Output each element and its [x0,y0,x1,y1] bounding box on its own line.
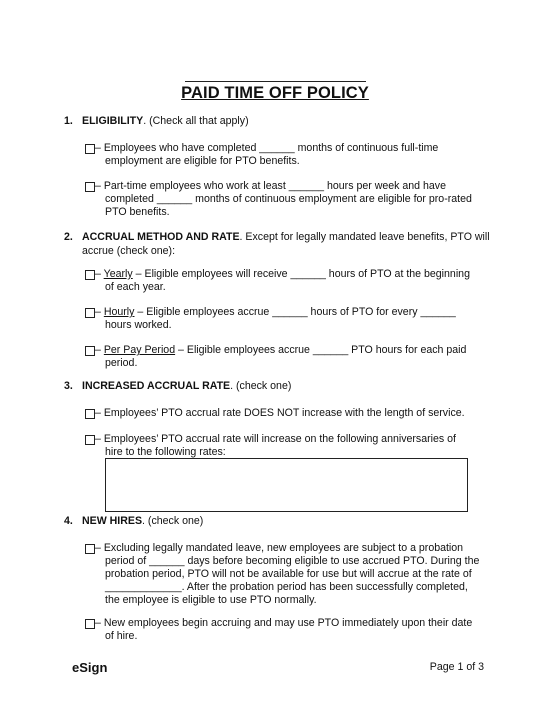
option-text-cont: completed ______ months of continuous employment are eligible for pro-rated PTO benefits. [105,193,472,218]
section-number: 2. [64,231,73,243]
checkbox[interactable] [85,346,95,356]
section-number: 1. [64,115,73,127]
option-text-cont: of each year. [105,281,166,293]
section-new-hires [64,515,494,529]
section-heading: ELIGIBILITY [82,115,144,127]
section-eligibility [64,115,494,129]
option-text-cont: of hire. [105,630,138,642]
section-number: 4. [64,515,73,527]
checkbox[interactable] [85,144,95,154]
checkbox[interactable] [85,544,95,554]
document-title: PAID TIME OFF POLICY [181,84,369,102]
option-label: Yearly [103,268,133,280]
option-new-hire-immediate: – New employees begin accruing and may use PTO immediately upon their date of hire. [85,617,490,643]
option-text: Employees’ PTO accrual rate will increase on the following anniversaries of [103,433,456,445]
section-heading: ACCRUAL METHOD AND RATE [82,231,240,243]
section-heading: NEW HIRES [82,515,143,527]
page-number: Page 1 of 3 [429,661,484,673]
section-heading: INCREASED ACCRUAL RATE [82,380,231,392]
option-accrual-hourly: – Hourly – Eligible employees accrue ______ hours of PTO for every ______ hours worked. [85,306,490,332]
accrual-rates-textbox[interactable] [105,458,468,512]
checkbox[interactable] [85,619,95,629]
company-name-blank[interactable] [185,81,366,82]
option-text-cont: employment are eligible for PTO benefits. [105,155,300,167]
checkbox[interactable] [85,409,95,419]
option-accrual-increase: – Employees’ PTO accrual rate will increase on the following anniversaries of hire to the following rates: [85,433,490,459]
option-text: New employees begin accruing and may use PTO immediately upon their date [103,617,473,629]
option-text-cont: hire to the following rates: [105,446,226,458]
option-accrual-per-pay-period: – Per Pay Period – Eligible employees accrue ______ PTO hours for each paid period. [85,344,490,370]
section-accrual-method [64,231,494,258]
option-text: Employees who have completed ______ months of continuous full-time [103,142,439,154]
section-note: . (check one) [230,380,292,392]
section-note: . (check one) [142,515,204,527]
checkbox[interactable] [85,435,95,445]
option-eligibility-part-time: – Part-time employees who work at least ______ hours per week and have completed ______ months of continuous employment are eligible for pro-rated PTO benefits. [85,180,490,219]
option-text: – Eligible employees accrue ______ PTO hours for each paid [175,344,467,356]
checkbox[interactable] [85,182,95,192]
option-text: Excluding legally mandated leave, new employees are subject to a probation [103,542,464,554]
option-label: Hourly [103,306,135,318]
option-text: – Eligible employees accrue ______ hours of PTO for every ______ [134,306,456,318]
option-text-cont: period. [105,357,138,369]
checkbox[interactable] [85,270,95,280]
section-note: . Except for legally mandated leave benefits, PTO will accrue (check one): [82,231,490,257]
option-text-cont: hours worked. [105,319,172,331]
option-accrual-no-increase: – Employees’ PTO accrual rate DOES NOT increase with the length of service. [85,407,490,420]
section-increased-accrual [64,380,494,394]
section-number: 3. [64,380,73,392]
option-new-hire-probation: – Excluding legally mandated leave, new employees are subject to a probation period of ______ days before becoming eligible to use accrued PTO. During the probation period, PTO will not be available for use but will accrue at the rate of _____________. After the probation period has been successfully completed, the employee is eligible to use PTO normally. [85,542,490,607]
option-eligibility-full-time: – Employees who have completed ______ months of continuous full-time employment are eligible for PTO benefits. [85,142,490,168]
esign-logo: eSign [72,660,108,675]
option-text: – Eligible employees will receive ______ hours of PTO at the beginning [132,268,470,280]
option-label: Per Pay Period [103,344,176,356]
option-text-cont: period of ______ days before becoming eligible to use accrued PTO. During the probation period, PTO will not be available for use but will accrue at the rate of _____________. After the probation period has been successfully completed, the employee is eligible to use PTO normally. [105,555,480,606]
option-text: Employees’ PTO accrual rate DOES NOT increase with the length of service. [103,407,465,419]
option-accrual-yearly: – Yearly – Eligible employees will receive ______ hours of PTO at the beginning of each year. [85,268,490,294]
option-text: Part-time employees who work at least ______ hours per week and have [103,180,446,192]
checkbox[interactable] [85,308,95,318]
section-note: . (Check all that apply) [143,115,249,127]
